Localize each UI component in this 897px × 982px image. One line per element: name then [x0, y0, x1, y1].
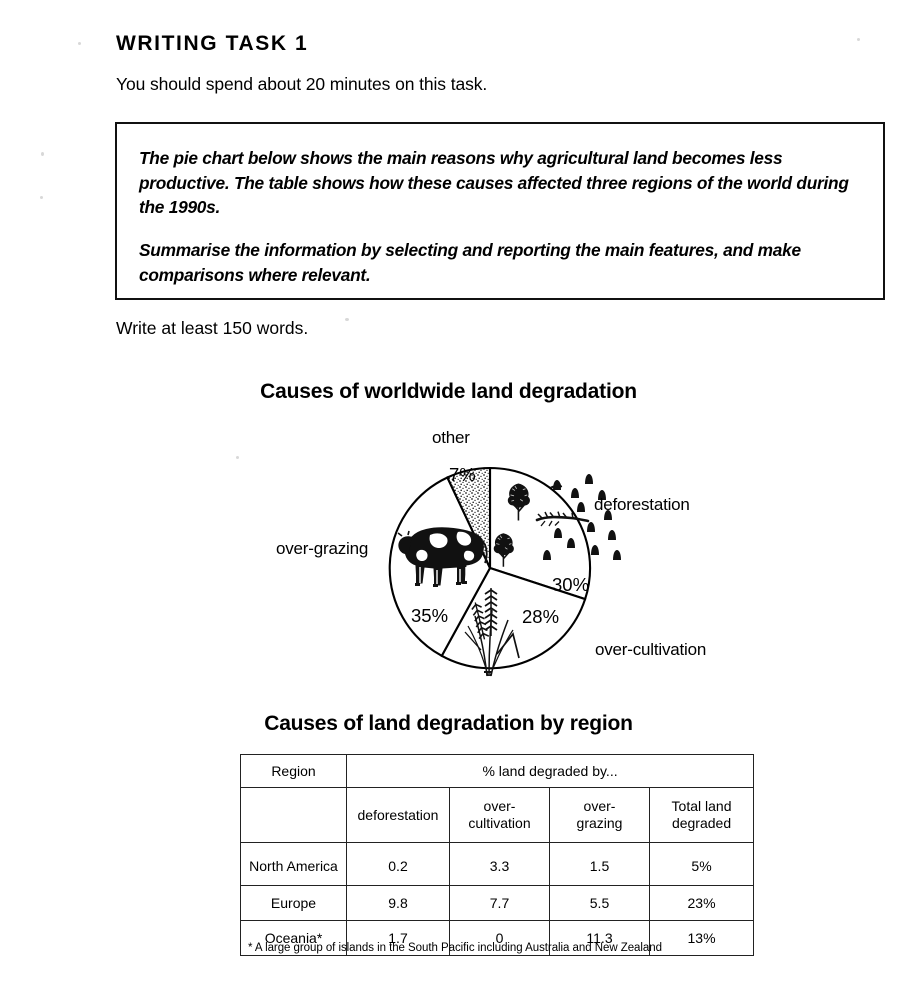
- scan-speckle: [236, 456, 239, 459]
- task-time-instruction: You should spend about 20 minutes on this task.: [116, 74, 488, 94]
- pie-label-over-grazing: over-grazing: [276, 539, 369, 558]
- table-body: [241, 843, 754, 956]
- cell-total: 23%: [650, 886, 754, 921]
- instruction-box-content: [117, 124, 883, 288]
- cell-over-cultivation: 7.7: [450, 886, 550, 921]
- cell-over-grazing: 1.5: [550, 843, 650, 886]
- cell-deforestation: 1.7: [347, 921, 450, 956]
- cell-over-grazing: 5.5: [550, 886, 650, 921]
- table-header-region: Region: [241, 755, 347, 788]
- region-table-wrapper: [240, 754, 753, 956]
- scan-speckle: [345, 318, 349, 321]
- pie-value-over-cultivation: 28%: [522, 606, 560, 627]
- table-subheader-over-cultivation: [450, 788, 550, 843]
- table-head: [241, 755, 754, 843]
- cell-over-cultivation: 3.3: [450, 843, 550, 886]
- scan-speckle: [40, 196, 43, 199]
- table-subheader-over-grazing: [550, 788, 650, 843]
- table-subheader-deforestation: deforestation: [347, 788, 450, 843]
- page-title: WRITING TASK 1: [116, 32, 309, 56]
- table-header-row-2: [241, 788, 754, 843]
- word-count-instruction: Write at least 150 words.: [116, 318, 309, 338]
- scan-speckle: [78, 42, 81, 45]
- table-header-blank-corner: [241, 788, 347, 843]
- pie-label-over-cultivation: over-cultivation: [595, 640, 707, 659]
- cell-region: North America: [241, 843, 347, 886]
- region-table: [240, 754, 754, 956]
- cell-deforestation: 9.8: [347, 886, 450, 921]
- pie-value-over-grazing: 35%: [411, 605, 449, 626]
- cell-region: Oceania*: [241, 921, 347, 956]
- instruction-box: [115, 122, 885, 300]
- pie-chart: [255, 420, 715, 690]
- subheader-line-2: degraded: [671, 815, 732, 831]
- table-row: [241, 843, 754, 886]
- table-header-group: % land degraded by...: [347, 755, 754, 788]
- cell-total: 5%: [650, 843, 754, 886]
- subheader-line-1: over-: [583, 798, 616, 815]
- table-title: Causes of land degradation by region: [264, 712, 633, 735]
- cell-over-cultivation: 0: [450, 921, 550, 956]
- instruction-paragraph-1: The pie chart below shows the main reasons why agricultural land becomes less productive. The table shows how these causes affected three regions of the world during the 1990s.: [139, 148, 849, 218]
- instruction-paragraph-2: Summarise the information by selecting and reporting the main features, and make comparisons where relevant.: [139, 240, 801, 285]
- table-header-row-1: [241, 755, 754, 788]
- scan-speckle: [41, 152, 44, 156]
- pie-value-deforestation: 30%: [552, 574, 590, 595]
- pie-label-other: other: [432, 428, 470, 447]
- scan-speckle: [857, 38, 860, 41]
- cell-over-grazing: 11.3: [550, 921, 650, 956]
- pie-label-deforestation: deforestation: [594, 495, 690, 514]
- table-row: [241, 886, 754, 921]
- table-footnote: * A large group of islands in the South Pacific including Australia and New Zealand: [248, 942, 662, 954]
- cell-region: Europe: [241, 886, 347, 921]
- cell-deforestation: 0.2: [347, 843, 450, 886]
- pie-value-other: 7%: [449, 464, 476, 485]
- cell-total: 13%: [650, 921, 754, 956]
- subheader-line-2: grazing: [576, 815, 623, 831]
- subheader-line-1: Total land: [671, 798, 732, 815]
- pie-chart-title: Causes of worldwide land degradation: [260, 380, 637, 403]
- subheader-line-2: cultivation: [468, 815, 531, 831]
- subheader-line-1: over-: [483, 798, 516, 815]
- table-subheader-total: [650, 788, 754, 843]
